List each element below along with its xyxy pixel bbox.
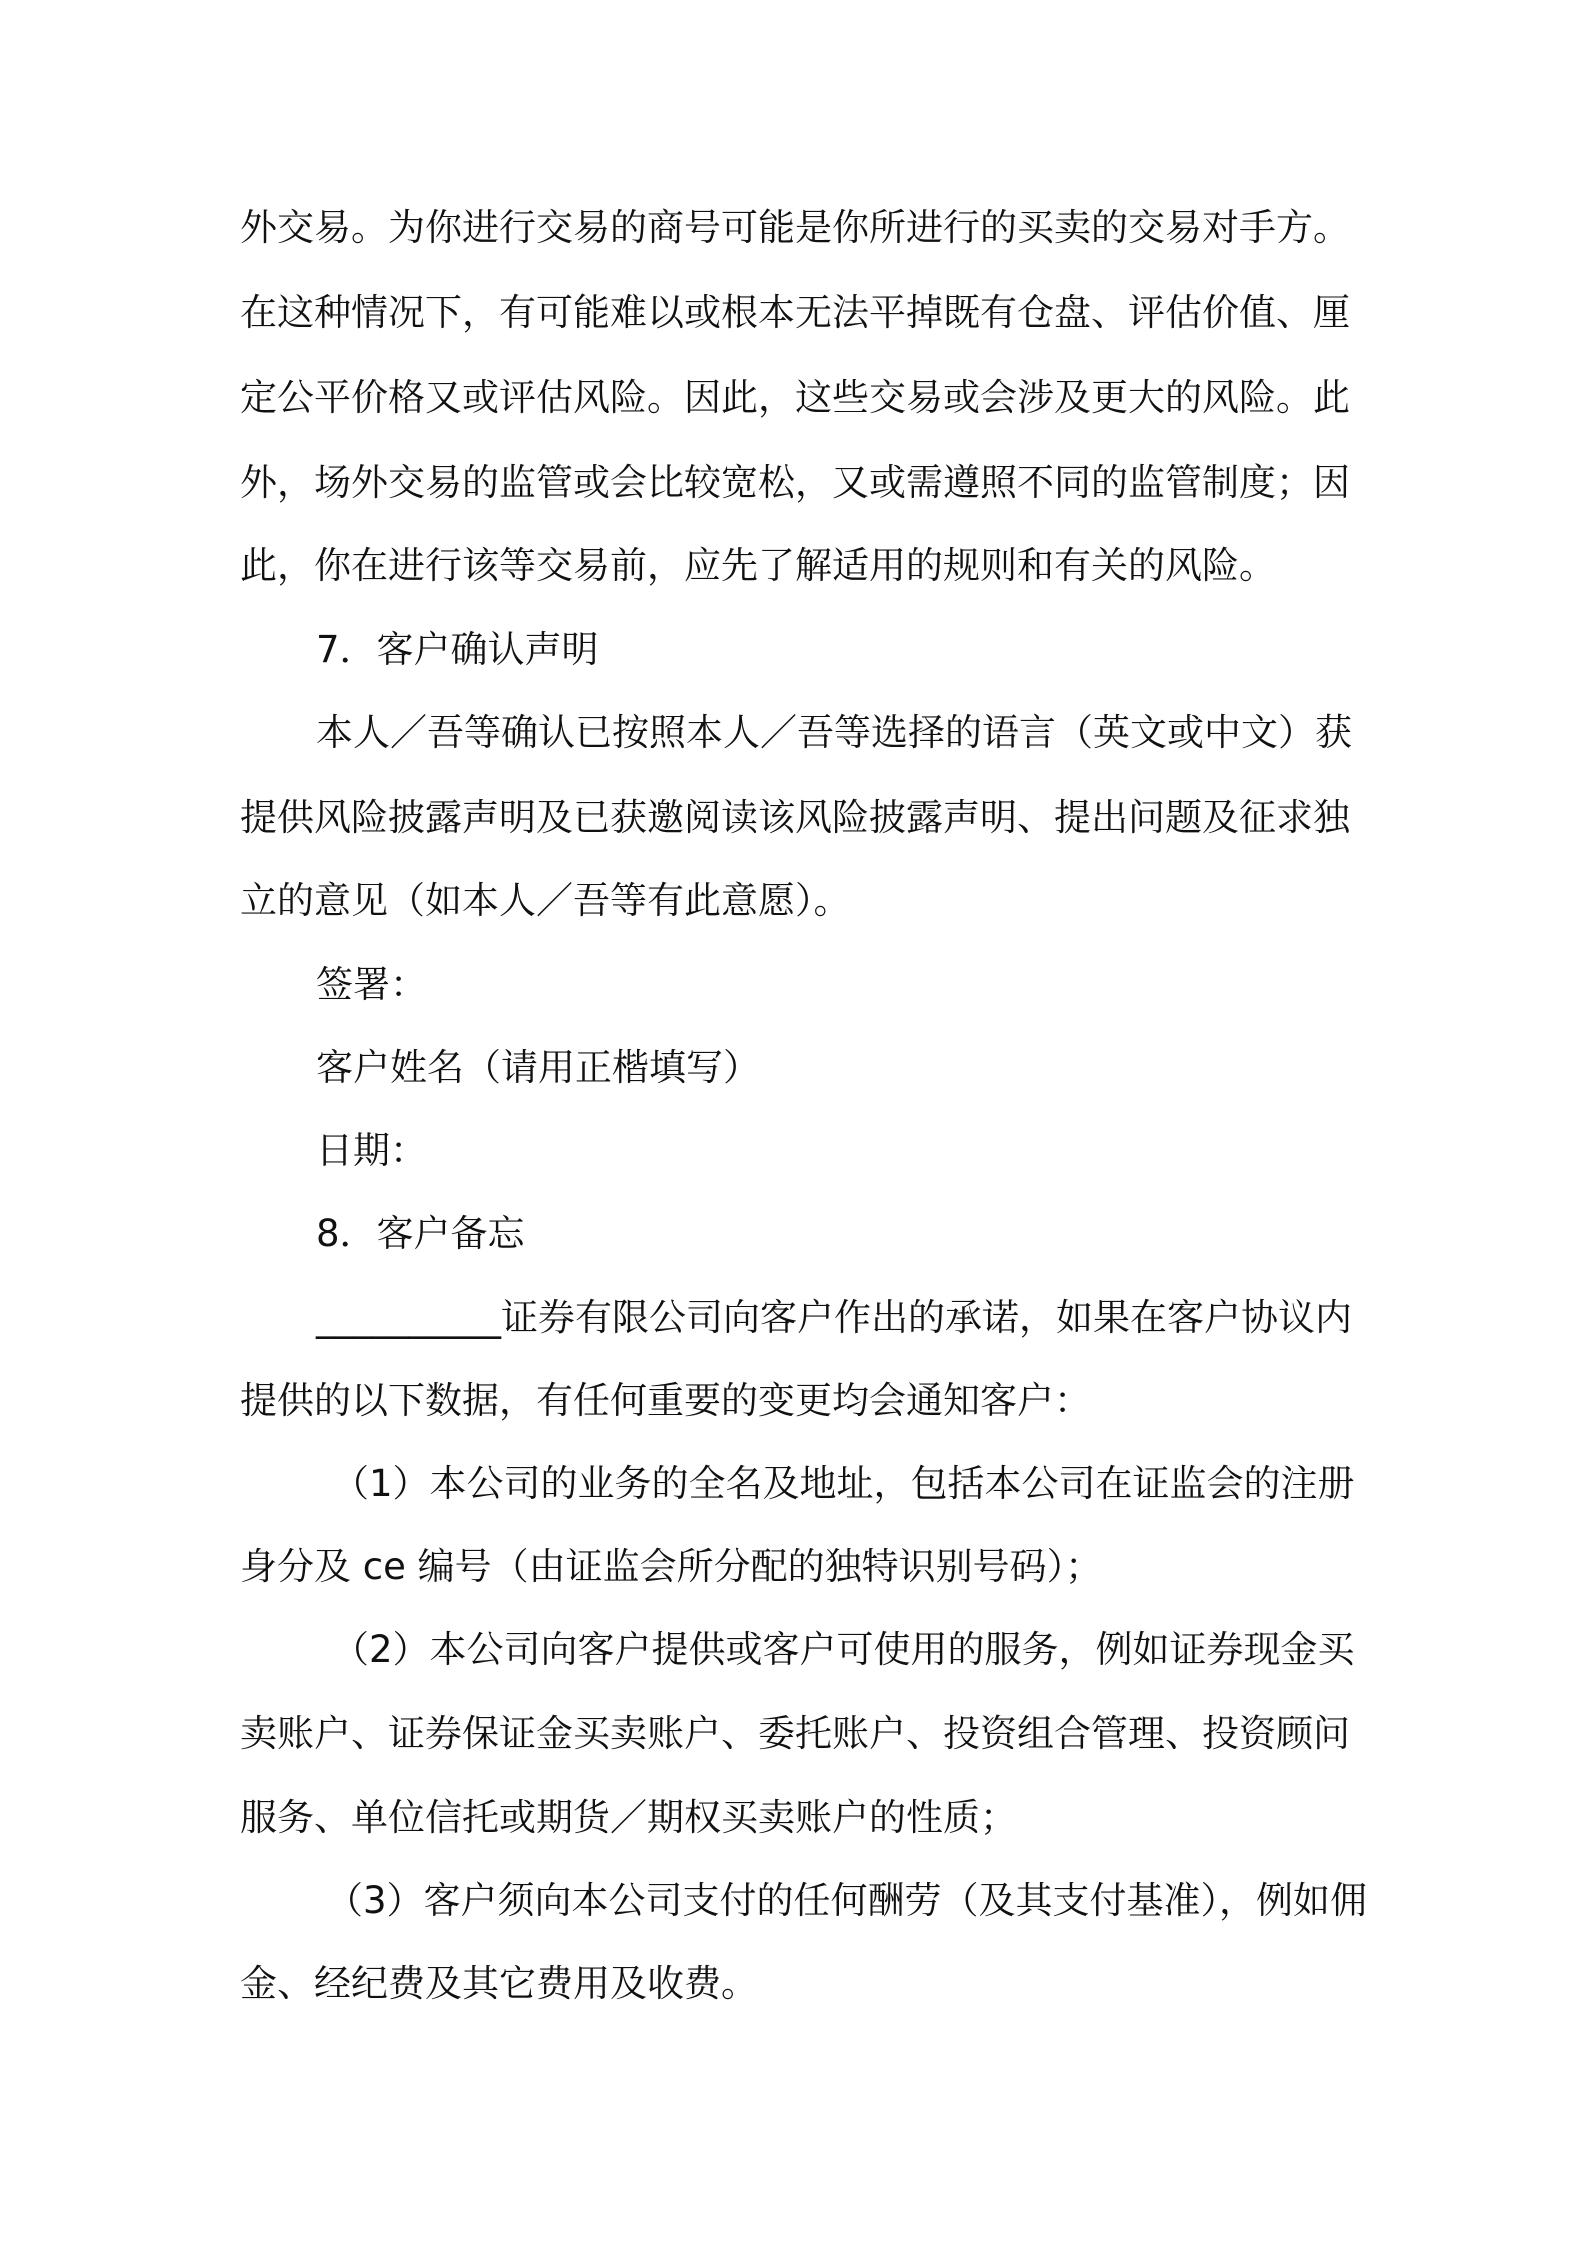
paragraph-line: 提供的以下数据，有任何重要的变更均会通知客户：: [240, 1379, 1091, 1422]
list-item: （2）本公司向客户提供或客户可使用的服务，例如证券现金买: [332, 1628, 1355, 1671]
paragraph-line: 提供风险披露声明及已获邀阅读该风险披露声明、提出问题及征求独: [240, 796, 1350, 839]
paragraph-line: 在这种情况下，有可能难以或根本无法平掉既有仓盘、评估价值、厘: [240, 291, 1350, 334]
signature-label: 签署：: [316, 963, 427, 1006]
paragraph-line: 服务、单位信托或期货／期权买卖账户的性质；: [240, 1796, 1017, 1839]
list-item: （3）客户须向本公司支付的任何酬劳（及其支付基准），例如佣: [326, 1879, 1368, 1922]
date-label: 日期：: [316, 1129, 427, 1172]
paragraph-line: 外交易。为你进行交易的商号可能是你所进行的买卖的交易对手方。: [240, 206, 1350, 249]
section-heading: 7．客户确认声明: [316, 628, 599, 671]
paragraph-line: 外，场外交易的监管或会比较宽松，又或需遵照不同的监管制度；因: [240, 461, 1350, 504]
paragraph-line: 身分及 ce 编号（由证监会所分配的独特识别号码）；: [240, 1545, 1103, 1588]
paragraph-line: 金、经纪费及其它费用及收费。: [240, 1962, 758, 2005]
paragraph-line: 立的意见（如本人／吾等有此意愿）。: [240, 879, 851, 922]
section-heading: 8．客户备忘: [316, 1212, 525, 1255]
paragraph-line: 本人／吾等确认已按照本人／吾等选择的语言（英文或中文）获: [316, 711, 1352, 754]
paragraph-line: 卖账户、证券保证金买卖账户、委托账户、投资组合管理、投资顾问: [240, 1712, 1350, 1755]
paragraph-line: __________证券有限公司向客户作出的承诺，如果在客户协议内: [316, 1296, 1352, 1339]
paragraph-line: 定公平价格又或评估风险。因此，这些交易或会涉及更大的风险。此: [240, 376, 1350, 419]
list-item: （1）本公司的业务的全名及地址，包括本公司在证监会的注册: [332, 1462, 1355, 1505]
paragraph-line: 此，你在进行该等交易前，应先了解适用的规则和有关的风险。: [240, 544, 1276, 587]
client-name-label: 客户姓名（请用正楷填写）: [316, 1046, 760, 1089]
